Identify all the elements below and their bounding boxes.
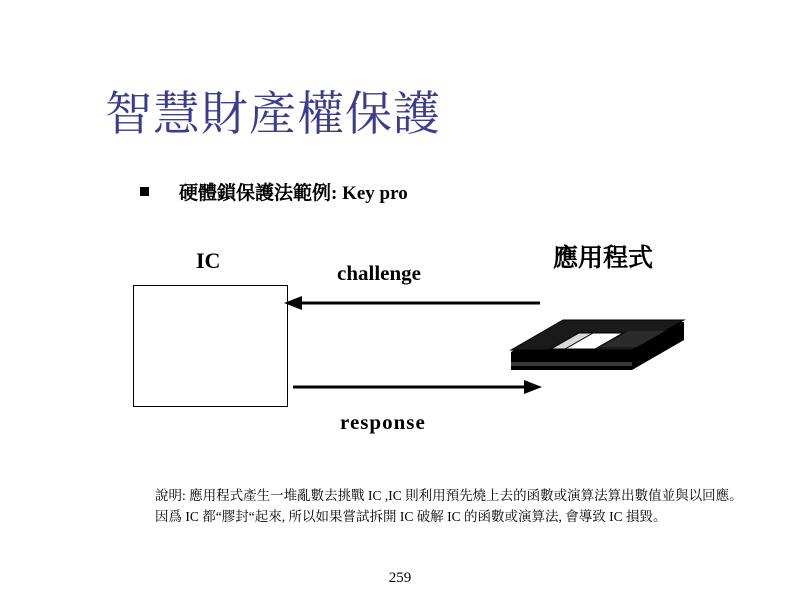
challenge-arrow-icon xyxy=(284,296,540,310)
page-title: 智慧財產權保護 xyxy=(105,89,441,141)
challenge-arrow-label: challenge xyxy=(337,261,421,285)
page-number: 259 xyxy=(388,570,412,586)
bullet-item-label: 硬體鎖保護法範例: Key pro xyxy=(179,183,408,204)
ic-block-shape xyxy=(133,285,288,407)
application-label: 應用程式 xyxy=(553,245,654,272)
floppy-disk-icon xyxy=(505,300,690,385)
square-bullet-icon xyxy=(140,187,149,196)
bullet-list-item xyxy=(140,178,408,205)
ic-block-label: IC xyxy=(196,248,221,273)
explanatory-note: 說明: 應用程式產生一堆亂數去挑戰 IC ,IC 則利用預先燒上去的函數或演算法算出數值並與以回應。因爲 IC 都“膠封“起來, 所以如果嘗試拆開 IC 破解 IC 的函數或演算法, 會導致 IC 損毀。 xyxy=(155,488,743,524)
response-arrow-label: response xyxy=(340,410,426,434)
